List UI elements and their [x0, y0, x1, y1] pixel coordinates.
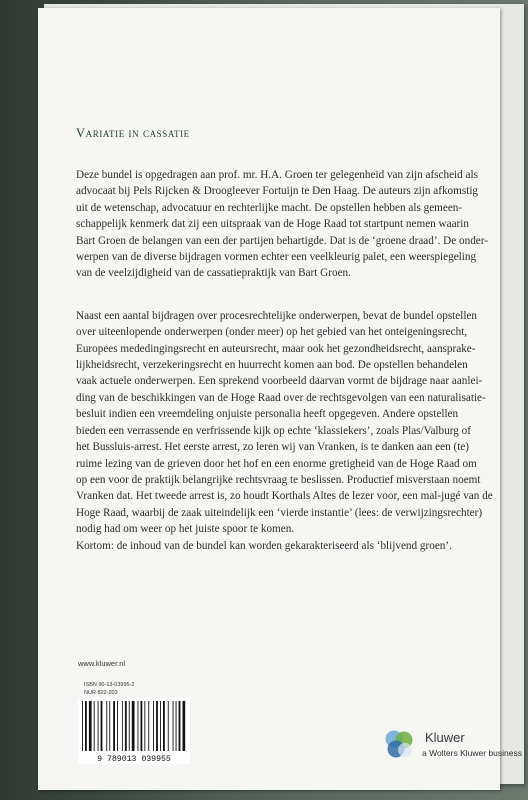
publisher-name: Kluwer: [425, 730, 465, 745]
publisher-block: [383, 728, 528, 768]
blurb-paragraph-1: Deze bundel is opgedragen aan prof. mr. H.A. Groen ter gelegenheid van zijn afscheid als advocaat bij Pels Rijcken & Droogleever Fortuijn te Den Haag. De auteurs zijn afkomstig uit de wetenschap, advocatuur en rechterlijke macht. De opstellen hebben als gemeen- schappelijk kenmerk dat zij een uitspraak van de Hoge Raad tot startpunt nemen waarin Bart Groen de belangen van een der partijen behartigde. Dat is de ‘groene draad’. De onder- werpen van de diverse bijdragen vormen echter een veelkleurig palet, een weerspiegeling van de veelzijdigheid van de cassatiepraktijk van Bart Groen.: [76, 169, 488, 280]
publisher-tagline: a Wolters Kluwer business: [422, 748, 522, 758]
kluwer-logo-icon: [383, 728, 417, 762]
isbn-block: [84, 681, 134, 697]
blurb-section: [76, 126, 496, 580]
nur-code: NUR 822-203: [84, 690, 118, 696]
isbn-number: ISBN 90-13-03995-2: [84, 682, 135, 688]
back-cover: [38, 8, 522, 790]
blurb-paragraph-2: Naast een aantal bijdragen over procesrechtelijke onderwerpen, bevat de bundel opstellen over uiteenlopende onderwerpen (onder meer) op het gebied van het onteigeningsrecht, Europees mededingingsrecht en auteursrecht, maar ook het gezondheidsrecht, aansprake- lijkheidsrecht, verzekeringsrecht en huurrecht komen aan bod. De opstellen behandelen vaak actuele onderwerpen. Een sprekend voorbeeld daarvan vormt de bijdrage naar aanlei- ding van de beschikkingen van de Hoge Raad over de rechtsgevolgen van een naturalisatie- besluit indien een vreemdeling onjuiste personalia heeft opgegeven. Andere opstellen bieden een verrassende en verfrissende kijk op echte ‘klassiekers’, zoals Plas/Valburg of het Bussluis-arrest. Het eerste arrest, zo leren wij van Vranken, is te danken aan een (te) ruime lezing van de grieven door het hof en een enorme gretigheid van de Hoge Raad om op een voor de praktijk belangrijke rechtsvraag te beslissen. Productief misverstaan noemt Vranken dat. Het tweede arrest is, zo houdt Korthals Altes de lezer voor, een mal-jugé van de Hoge Raad, waarbij de zaak uiteindelijk een ‘vierde instantie’ (lees: de verwijzingsrechter) nodig had om weer op het juiste spoor te komen. Kortom: de inhoud van de bundel kan worden gekarakteriseerd als ‘blijvend groen’.: [76, 309, 493, 552]
publisher-website: www.kluwer.nl: [78, 659, 126, 668]
barcode: [78, 698, 190, 764]
book-title: Variatie in cassatie: [76, 126, 190, 140]
barcode-number: 9 789013 039955: [97, 755, 171, 764]
